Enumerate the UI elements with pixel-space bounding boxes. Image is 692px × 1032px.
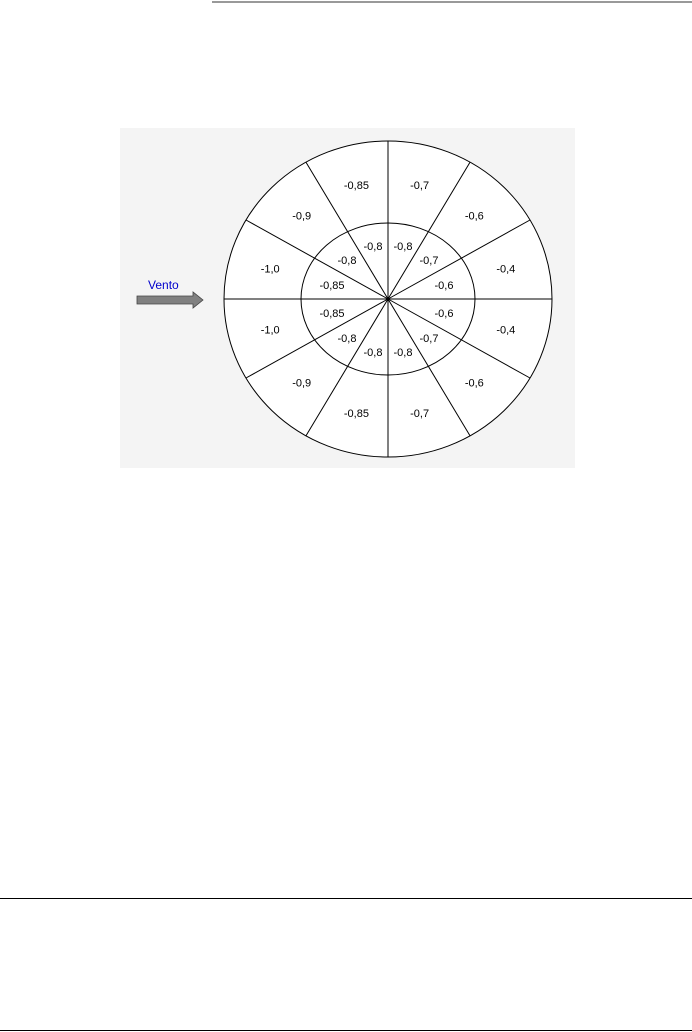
inner-sector-label: -0,8 [363,347,383,360]
page-bottom-rule [0,1030,692,1031]
outer-sector-label: -0,4 [496,263,516,276]
inner-sector-label: -0,85 [319,308,345,321]
inner-sector-label: -0,8 [393,240,413,253]
inner-sector-label: -0,7 [419,255,439,268]
outer-sector-label: -1,0 [260,263,280,276]
wind-arrow [137,292,203,308]
inner-sector-label: -0,8 [337,332,357,345]
page-divider [0,898,692,899]
inner-sector-label: -0,8 [337,255,357,268]
inner-sector-label: -0,8 [363,240,383,253]
inner-sector-label: -0,6 [434,279,454,292]
outer-sector-label: -0,9 [292,210,312,223]
wind-arrow-shape [137,292,203,308]
outer-sector-label: -0,4 [496,324,516,337]
outer-sector-label: -0,9 [292,377,312,390]
outer-sector-label: -0,7 [410,408,430,420]
outer-sector-label: -0,6 [464,377,484,390]
outer-sector-label: -1,0 [260,324,280,337]
inner-sector-label: -0,8 [393,347,413,360]
inner-sector-label: -0,6 [434,308,454,321]
outer-sector-label: -0,7 [410,180,430,192]
outer-sector-label: -0,85 [343,408,369,420]
inner-sector-label: -0,7 [419,332,439,345]
wind-label: Vento [148,278,179,292]
inner-sector-label: -0,85 [319,279,345,292]
outer-sector-label: -0,6 [464,210,484,223]
outer-sector-label: -0,85 [343,180,369,192]
